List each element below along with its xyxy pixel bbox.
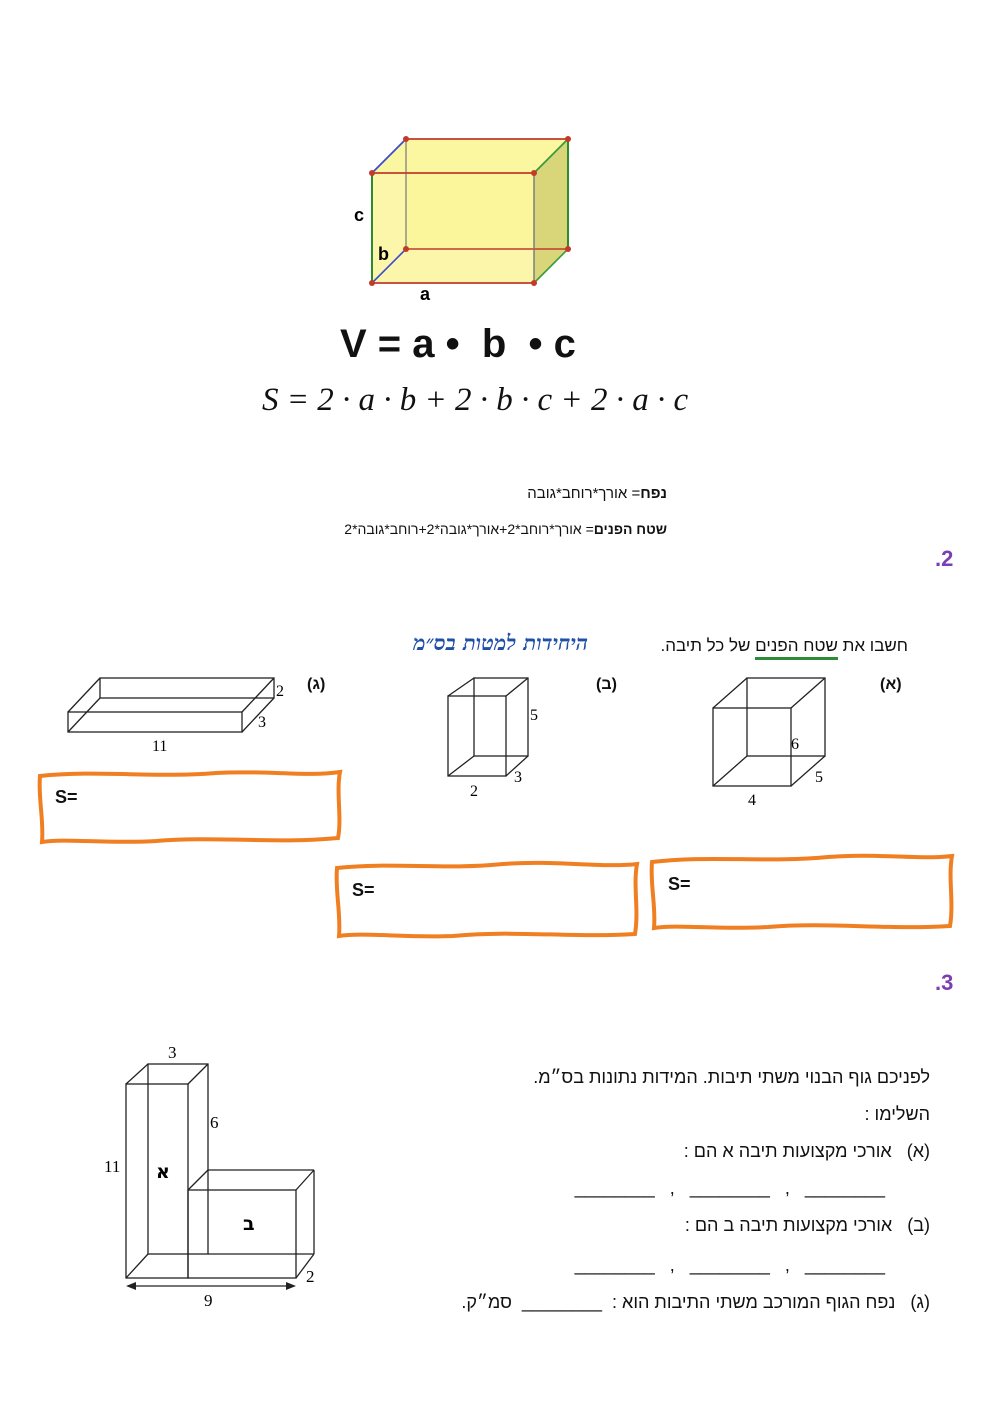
volume-term: נפח: [640, 485, 667, 502]
comma: ,: [784, 1255, 790, 1275]
q3-item-b-blanks: [575, 1255, 885, 1276]
q3-item-a-blanks: [575, 1178, 885, 1199]
comma: ,: [669, 1178, 675, 1198]
handwritten-note: היחידות למטות בס״מ: [413, 630, 588, 655]
figure-height-dim: 11: [104, 1157, 121, 1176]
box-a-label: (א): [880, 676, 902, 693]
q3-item-c: [461, 1292, 930, 1313]
cuboid-label-b: b: [378, 244, 389, 264]
q3-item-b-label: (ב): [907, 1215, 930, 1235]
box-c-depth: 3: [258, 714, 266, 731]
q3-item-a-label: (א): [906, 1141, 930, 1161]
q3-item-c-label: (ג): [910, 1292, 930, 1312]
box-a-figure: [705, 672, 840, 812]
blank-b3[interactable]: ________: [574, 1255, 655, 1275]
blank-b2[interactable]: ________: [689, 1255, 770, 1275]
cuboid-label-a: a: [420, 284, 431, 304]
question-2-number: .2: [935, 546, 954, 571]
blank-a2[interactable]: ________: [689, 1178, 770, 1198]
box-a-depth: 5: [815, 769, 823, 786]
volume-formula: V = a • b • c: [340, 322, 576, 366]
blank-c[interactable]: ________: [521, 1292, 602, 1312]
surface-definition: [344, 521, 667, 537]
box-b-label: (ב): [596, 676, 617, 693]
surface-definition-text: = אורך*רוחב*2+אורך*גובה*2+רוחב*גובה*2: [344, 521, 594, 537]
cuboid-label-c: c: [354, 205, 365, 225]
surface-formula: S = 2 · a · b + 2 · b · c + 2 · a · c: [262, 382, 689, 418]
blank-a3[interactable]: ________: [574, 1178, 655, 1198]
q3-item-a: [684, 1141, 930, 1162]
cuboid-front-face: [372, 173, 534, 283]
box-c-width: 11: [152, 738, 168, 755]
figure-side-dim: 6: [210, 1113, 219, 1132]
answer-frame-b[interactable]: [333, 858, 643, 940]
composite-figure: [100, 1040, 330, 1310]
prompt-highlight: שטח הפנים: [755, 636, 838, 660]
volume-definition-text: = אורך*רוחב*גובה: [527, 485, 641, 502]
box-c-height: 2: [276, 683, 284, 700]
blank-b1[interactable]: ________: [804, 1255, 885, 1275]
figure-label-a: א: [156, 1161, 170, 1183]
question-3-number: .3: [935, 970, 954, 995]
volume-definition: [527, 485, 667, 502]
figure-base-dim: 9: [204, 1291, 213, 1310]
box-b-height: 5: [530, 707, 538, 724]
q3-item-b: [685, 1215, 930, 1236]
surface-term: שטח הפנים: [593, 521, 667, 537]
box-b-depth: 3: [514, 769, 522, 786]
comma: ,: [669, 1255, 675, 1275]
box-a-width: 4: [748, 792, 756, 809]
q3-item-c-text: נפח הגוף המורכב משתי התיבות הוא :: [612, 1292, 896, 1312]
box-b-width: 2: [470, 783, 478, 800]
q3-complete: השלימו :: [864, 1104, 930, 1124]
cuboid-figure: [340, 125, 590, 305]
box-b-figure: [440, 672, 550, 802]
question-2-prompt: [660, 636, 908, 656]
figure-label-b: ב: [243, 1213, 255, 1235]
answer-frame-c[interactable]: [36, 768, 346, 846]
answer-label-a: S=: [668, 874, 691, 894]
box-a-height: 6: [791, 736, 799, 753]
prompt-end: של כל תיבה.: [660, 636, 756, 655]
q3-intro: לפניכם גוף הבנוי משתי תיבות. המידות נתונות בס״מ.: [533, 1067, 930, 1087]
box-c-label: (ג): [307, 676, 326, 693]
q3-item-b-text: אורכי מקצועות תיבה ב הם :: [684, 1215, 893, 1235]
comma: ,: [784, 1178, 790, 1198]
q3-item-a-text: אורכי מקצועות תיבה א הם :: [683, 1141, 892, 1161]
q3-item-c-unit: סמ״ק.: [461, 1292, 512, 1312]
answer-label-b: S=: [352, 880, 375, 900]
answer-label-c: S=: [55, 787, 78, 807]
figure-depth-dim: 2: [306, 1267, 315, 1286]
box-c-figure: [60, 672, 290, 757]
answer-frame-a[interactable]: [648, 852, 958, 932]
prompt-start: חשבו את: [837, 636, 908, 655]
blank-a1[interactable]: ________: [804, 1178, 885, 1198]
figure-top-dim: 3: [168, 1043, 177, 1062]
